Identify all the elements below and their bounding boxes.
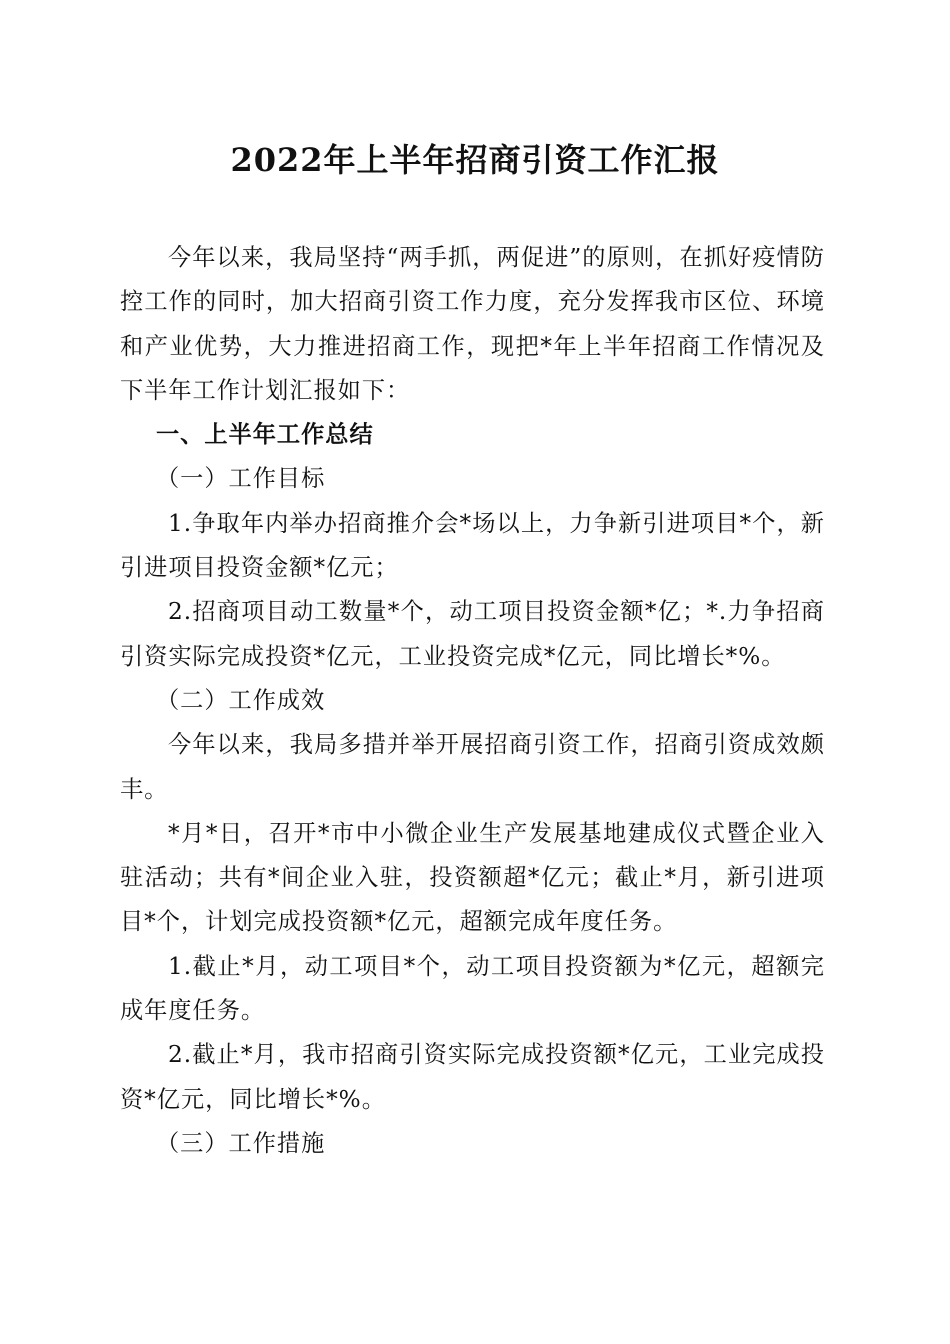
document-title: 2022年上半年招商引资工作汇报 [230,141,720,179]
results-paragraph-1: 今年以来，我局多措并举开展招商引资工作，招商引资成效颇丰。 [120,731,825,803]
document-body [120,236,825,1166]
results-item-2: 2.截止*月，我市招商引资实际完成投资额*亿元，工业完成投资*亿元，同比增长*%。 [120,1041,825,1113]
results-item-1: 1.截止*月，动工项目*个，动工项目投资额为*亿元，超额完成年度任务。 [120,952,825,1025]
subsection-heading-results: （二）工作成效 [156,686,326,714]
goal-item-2: 2.招商项目动工数量*个，动工项目投资金额*亿；*.力争招商引资实际完成投资*亿元，工业投资完成*亿元，同比增长*%。 [120,598,825,670]
results-paragraph-2: *月*日，召开*市中小微企业生产发展基地建成仪式暨企业入驻活动；共有*间企业入驻，投资额超*亿元；截止*月，新引进项目*个，计划完成投资额*亿元，超额完成年度任务。 [120,819,825,936]
intro-paragraph: 今年以来，我局坚持“两手抓，两促进”的原则，在抓好疫情防控工作的同时，加大招商引资工作力度，充分发挥我市区位、环境和产业优势，大力推进招商工作，现把*年上半年招商工作情况及下半年工作计划汇报如下： [120,244,825,404]
section-heading-summary: 一、上半年工作总结 [156,421,374,449]
goal-item-1: 1.争取年内举办招商推介会*场以上，力争新引进项目*个，新引进项目投资金额*亿元； [120,509,825,582]
subsection-heading-measures: （三）工作措施 [156,1129,326,1157]
subsection-heading-goals: （一）工作目标 [156,465,326,493]
